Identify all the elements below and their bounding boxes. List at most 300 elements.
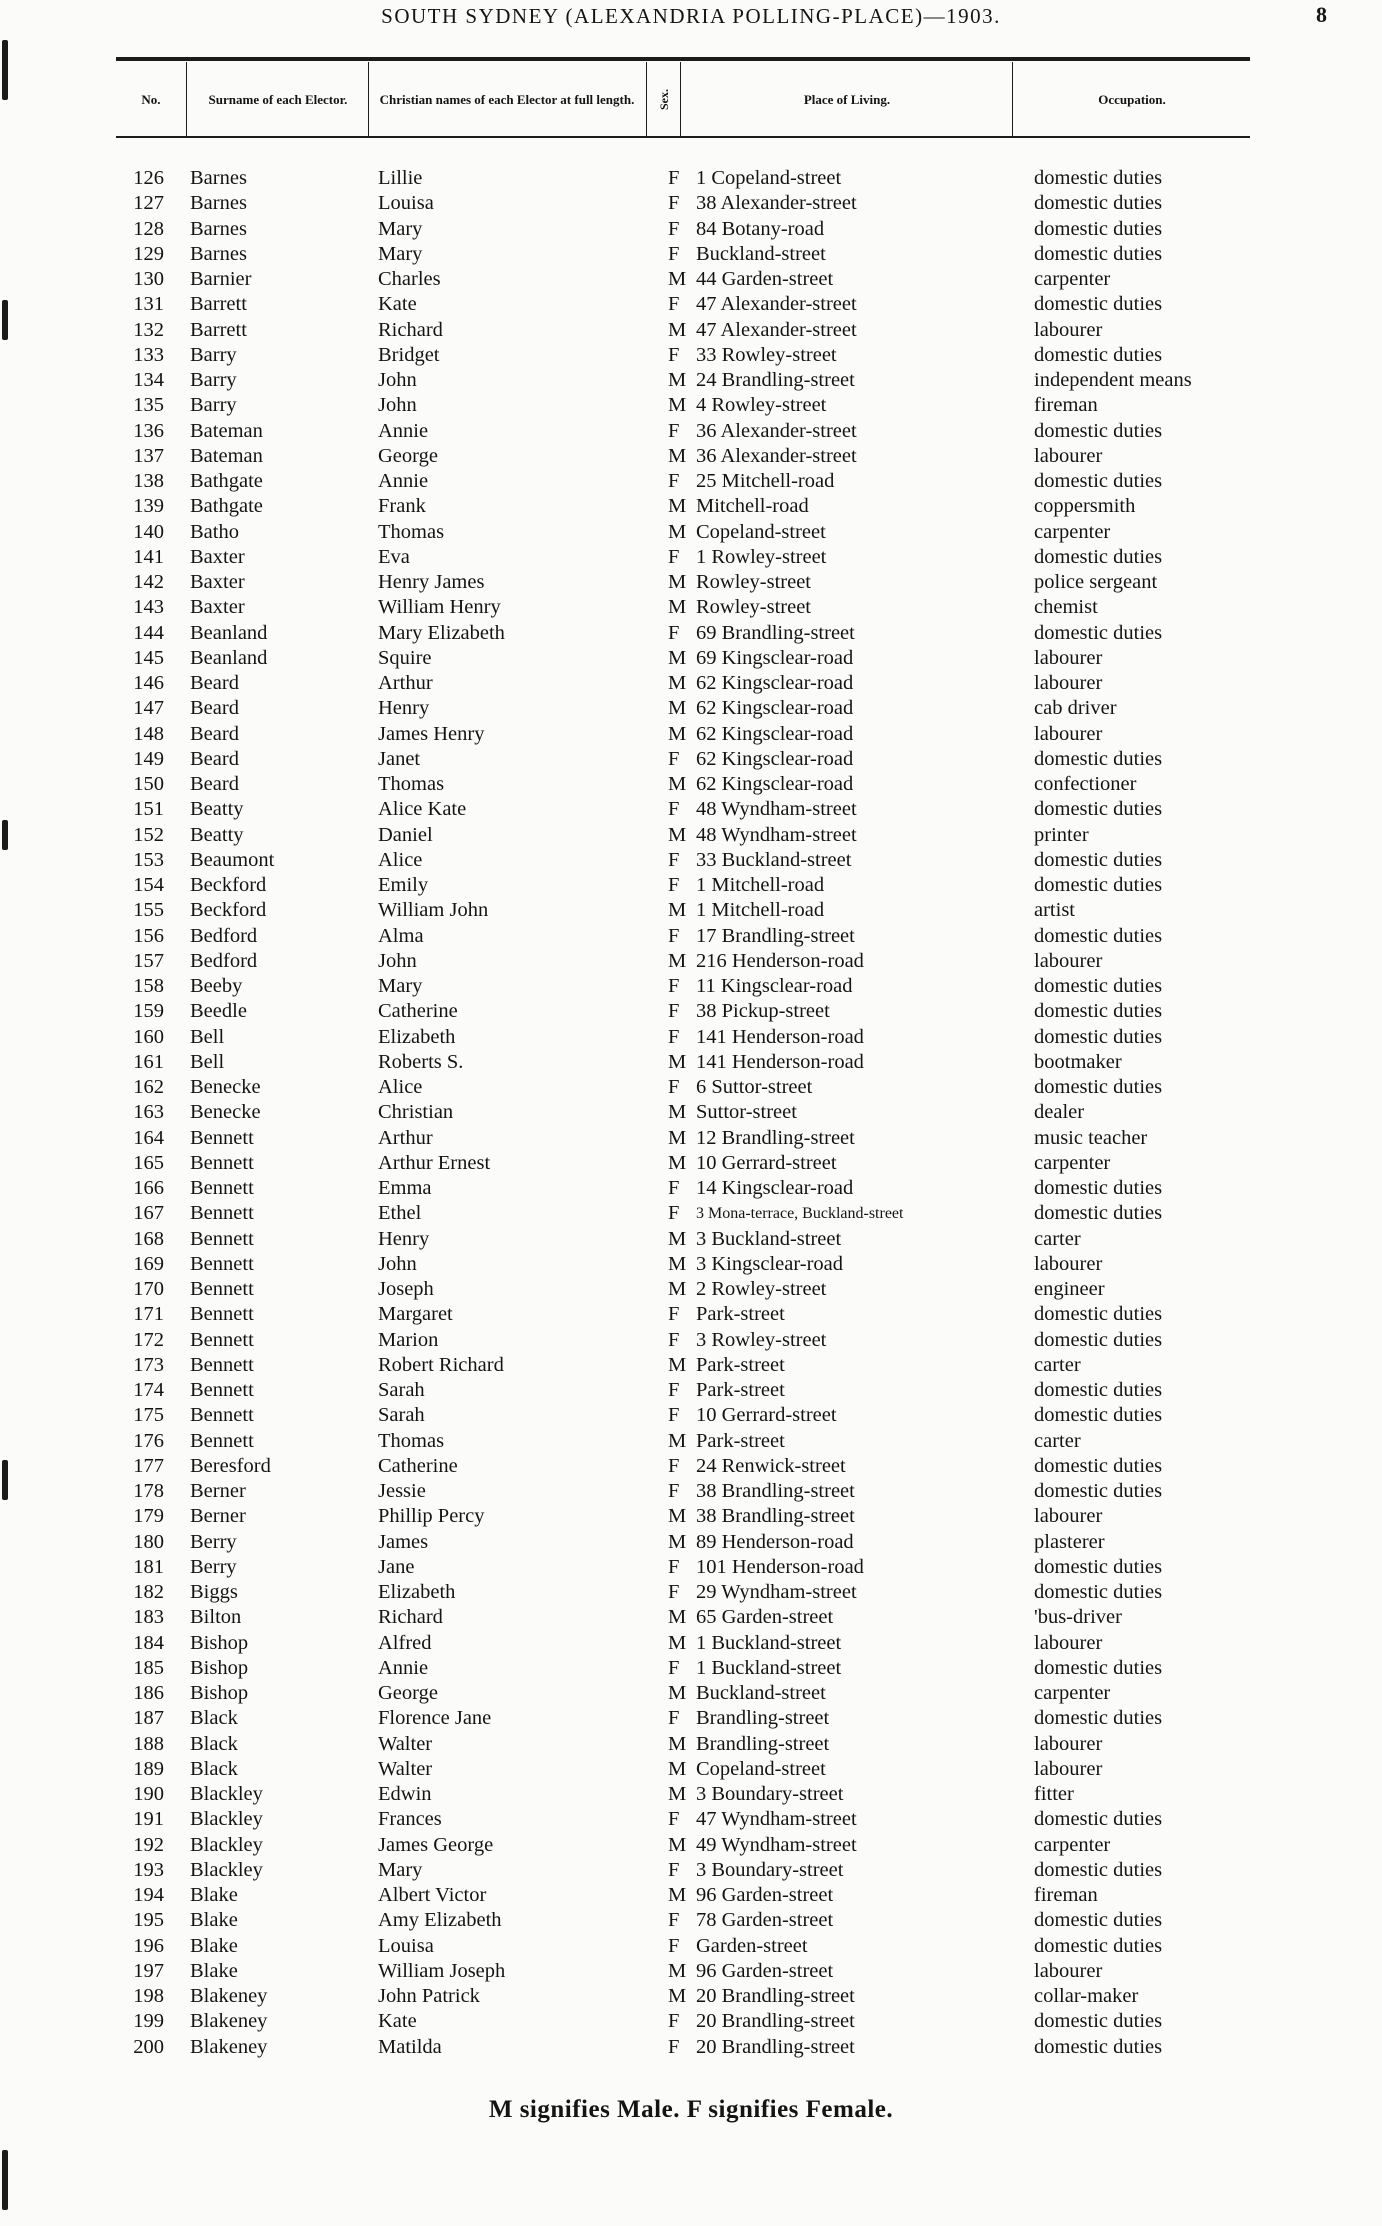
elector-sex: F bbox=[668, 1656, 680, 1679]
elector-place-of-living: 1 Mitchell-road bbox=[696, 874, 825, 896]
elector-place-of-living: 1 Buckland-street bbox=[696, 1631, 842, 1654]
elector-christian-names: Thomas bbox=[378, 773, 445, 795]
elector-occupation: dealer bbox=[1034, 1101, 1085, 1124]
elector-place-of-living: Buckland-street bbox=[696, 1682, 826, 1704]
elector-surname: Beaumont bbox=[190, 848, 275, 871]
elector-surname: Berry bbox=[190, 1555, 237, 1578]
elector-sex: M bbox=[668, 1959, 687, 1982]
elector-row bbox=[0, 267, 1382, 292]
elector-place-of-living: 12 Brandling-street bbox=[696, 1126, 855, 1149]
elector-surname: Bateman bbox=[190, 419, 263, 442]
elector-occupation: confectioner bbox=[1034, 773, 1137, 795]
elector-row bbox=[0, 848, 1382, 873]
elector-number: 147 bbox=[133, 697, 164, 720]
page-number: 8 bbox=[1316, 2, 1327, 27]
elector-number: 195 bbox=[133, 1909, 164, 1932]
elector-row bbox=[0, 1479, 1382, 1504]
elector-place-of-living: Park-street bbox=[696, 1353, 785, 1376]
elector-christian-names: Robert Richard bbox=[378, 1353, 504, 1376]
elector-row bbox=[0, 924, 1382, 949]
elector-number: 134 bbox=[133, 369, 164, 391]
elector-number: 151 bbox=[133, 798, 164, 821]
elector-surname: Bennett bbox=[190, 1429, 254, 1452]
elector-christian-names: Bridget bbox=[378, 343, 440, 366]
elector-row bbox=[0, 696, 1382, 721]
elector-number: 186 bbox=[133, 1682, 164, 1704]
column-header-no: No. bbox=[141, 91, 161, 107]
elector-sex: M bbox=[668, 949, 687, 972]
elector-occupation: labourer bbox=[1034, 646, 1103, 669]
elector-christian-names: Margaret bbox=[378, 1303, 453, 1326]
elector-place-of-living: 29 Wyndham-street bbox=[696, 1581, 857, 1603]
elector-row bbox=[0, 292, 1382, 317]
elector-place-of-living: 20 Brandling-street bbox=[696, 1985, 855, 2007]
elector-christian-names: Jessie bbox=[378, 1480, 426, 1502]
elector-place-of-living: 62 Kingsclear-road bbox=[696, 697, 854, 720]
elector-christian-names: John Patrick bbox=[378, 1985, 480, 2007]
elector-sex: M bbox=[668, 1252, 687, 1275]
elector-surname: Batho bbox=[190, 520, 239, 543]
elector-place-of-living: 3 Boundary-street bbox=[696, 1858, 844, 1881]
elector-number: 194 bbox=[133, 1884, 164, 1906]
elector-row bbox=[0, 823, 1382, 848]
elector-row bbox=[0, 1732, 1382, 1757]
elector-row bbox=[0, 318, 1382, 343]
elector-place-of-living: Park-street bbox=[696, 1429, 785, 1452]
elector-place-of-living: 11 Kingsclear-road bbox=[696, 975, 853, 997]
elector-row bbox=[0, 393, 1382, 418]
elector-surname: Benecke bbox=[190, 1101, 261, 1124]
elector-christian-names: Kate bbox=[378, 2010, 417, 2033]
elector-christian-names: Elizabeth bbox=[378, 1025, 456, 1048]
elector-occupation: domestic duties bbox=[1034, 1076, 1163, 1098]
elector-place-of-living: Rowley-street bbox=[696, 571, 811, 593]
elector-number: 150 bbox=[133, 773, 164, 795]
elector-surname: Bathgate bbox=[190, 495, 263, 518]
elector-surname: Bennett bbox=[190, 1252, 254, 1275]
elector-row bbox=[0, 419, 1382, 444]
elector-occupation: domestic duties bbox=[1034, 192, 1163, 215]
elector-sex: M bbox=[668, 268, 687, 290]
column-header-place-of-living: Place of Living. bbox=[803, 91, 891, 107]
elector-surname: Bennett bbox=[190, 1151, 254, 1174]
elector-surname: Blackley bbox=[190, 1808, 263, 1831]
elector-surname: Beard bbox=[190, 747, 239, 770]
elector-number: 182 bbox=[133, 1581, 164, 1603]
elector-row bbox=[0, 1833, 1382, 1858]
elector-surname: Bathgate bbox=[190, 470, 263, 492]
elector-occupation: domestic duties bbox=[1034, 242, 1163, 265]
elector-number: 131 bbox=[133, 293, 164, 316]
elector-christian-names: Daniel bbox=[378, 823, 433, 846]
elector-occupation: cab driver bbox=[1034, 697, 1117, 720]
elector-christian-names: Walter bbox=[378, 1732, 433, 1755]
elector-row bbox=[0, 1227, 1382, 1252]
elector-number: 159 bbox=[133, 1000, 164, 1023]
elector-place-of-living: 47 Alexander-street bbox=[696, 318, 857, 341]
elector-surname: Bennett bbox=[190, 1202, 254, 1225]
elector-place-of-living: Mitchell-road bbox=[696, 495, 809, 518]
elector-surname: Barnes bbox=[190, 217, 247, 240]
elector-surname: Barnes bbox=[190, 242, 247, 265]
elector-sex: M bbox=[668, 444, 687, 467]
elector-occupation: domestic duties bbox=[1034, 1909, 1163, 1932]
elector-christian-names: Thomas bbox=[378, 1429, 445, 1452]
elector-row bbox=[0, 1353, 1382, 1378]
elector-sex: M bbox=[668, 1732, 687, 1755]
elector-sex: F bbox=[668, 1404, 680, 1427]
elector-number: 130 bbox=[133, 268, 164, 290]
elector-place-of-living: 25 Mitchell-road bbox=[696, 470, 835, 492]
elector-occupation: domestic duties bbox=[1034, 1025, 1163, 1048]
elector-sex: F bbox=[668, 419, 680, 442]
elector-surname: Bell bbox=[190, 1025, 225, 1048]
elector-number: 164 bbox=[133, 1126, 164, 1149]
elector-row bbox=[0, 1151, 1382, 1176]
elector-place-of-living: 69 Kingsclear-road bbox=[696, 646, 854, 669]
elector-place-of-living: 49 Wyndham-street bbox=[696, 1833, 857, 1856]
elector-row bbox=[0, 1656, 1382, 1681]
elector-place-of-living: 36 Alexander-street bbox=[696, 444, 857, 467]
elector-row bbox=[0, 2009, 1382, 2034]
elector-christian-names: Henry bbox=[378, 697, 430, 720]
elector-occupation: domestic duties bbox=[1034, 1177, 1163, 1199]
elector-surname: Beresford bbox=[190, 1454, 271, 1477]
elector-number: 144 bbox=[133, 621, 164, 644]
elector-christian-names: Joseph bbox=[378, 1278, 434, 1300]
elector-christian-names: Janet bbox=[378, 747, 421, 770]
elector-surname: Black bbox=[190, 1732, 238, 1755]
elector-sex: F bbox=[668, 874, 680, 896]
elector-place-of-living: 33 Buckland-street bbox=[696, 848, 852, 871]
elector-row bbox=[0, 1605, 1382, 1630]
column-divider bbox=[186, 62, 187, 136]
elector-christian-names: Mary bbox=[378, 1858, 423, 1881]
elector-christian-names: John bbox=[378, 394, 417, 417]
elector-number: 169 bbox=[133, 1252, 164, 1275]
elector-christian-names: Catherine bbox=[378, 1000, 458, 1023]
elector-christian-names: James bbox=[378, 1530, 429, 1553]
elector-christian-names: Annie bbox=[378, 419, 429, 442]
elector-number: 140 bbox=[133, 520, 164, 543]
elector-number: 167 bbox=[133, 1202, 164, 1225]
elector-place-of-living: 62 Kingsclear-road bbox=[696, 747, 854, 770]
elector-surname: Barnier bbox=[190, 268, 252, 290]
elector-christian-names: John bbox=[378, 1252, 417, 1275]
elector-occupation: domestic duties bbox=[1034, 1404, 1163, 1427]
elector-sex: F bbox=[668, 1454, 680, 1477]
elector-place-of-living: Suttor-street bbox=[696, 1101, 797, 1124]
elector-row bbox=[0, 1908, 1382, 1933]
elector-row bbox=[0, 1504, 1382, 1529]
elector-place-of-living: 4 Rowley-street bbox=[696, 394, 827, 417]
elector-place-of-living: 24 Renwick-street bbox=[696, 1454, 846, 1477]
elector-christian-names: Mary Elizabeth bbox=[378, 621, 505, 644]
elector-number: 142 bbox=[133, 571, 164, 593]
elector-sex: F bbox=[668, 1555, 680, 1578]
elector-sex: M bbox=[668, 697, 687, 720]
elector-number: 173 bbox=[133, 1353, 164, 1376]
elector-number: 158 bbox=[133, 975, 164, 997]
elector-number: 197 bbox=[133, 1959, 164, 1982]
elector-row bbox=[0, 1681, 1382, 1706]
elector-row bbox=[0, 469, 1382, 494]
elector-christian-names: Alfred bbox=[378, 1631, 432, 1654]
elector-place-of-living: 3 Kingsclear-road bbox=[696, 1252, 844, 1275]
elector-row bbox=[0, 1782, 1382, 1807]
elector-occupation: labourer bbox=[1034, 1959, 1103, 1982]
elector-occupation: labourer bbox=[1034, 949, 1103, 972]
elector-surname: Bennett bbox=[190, 1278, 254, 1300]
elector-place-of-living: 1 Rowley-street bbox=[696, 545, 827, 568]
elector-number: 193 bbox=[133, 1858, 164, 1881]
elector-number: 191 bbox=[133, 1808, 164, 1831]
elector-sex: F bbox=[668, 798, 680, 821]
elector-place-of-living: 3 Buckland-street bbox=[696, 1227, 842, 1250]
elector-place-of-living: 44 Garden-street bbox=[696, 268, 834, 290]
elector-surname: Beatty bbox=[190, 823, 244, 846]
elector-place-of-living: 101 Henderson-road bbox=[696, 1555, 864, 1578]
elector-christian-names: Charles bbox=[378, 268, 441, 290]
elector-surname: Bennett bbox=[190, 1177, 254, 1199]
elector-christian-names: Florence Jane bbox=[378, 1707, 492, 1730]
elector-place-of-living: 216 Henderson-road bbox=[696, 949, 864, 972]
elector-sex: M bbox=[668, 596, 687, 619]
elector-occupation: carpenter bbox=[1034, 1682, 1111, 1704]
elector-christian-names: William Henry bbox=[378, 596, 501, 619]
elector-number: 166 bbox=[133, 1177, 164, 1199]
elector-surname: Beard bbox=[190, 722, 239, 745]
elector-christian-names: Eva bbox=[378, 545, 410, 568]
elector-surname: Blackley bbox=[190, 1833, 263, 1856]
column-divider bbox=[680, 62, 681, 136]
elector-row bbox=[0, 898, 1382, 923]
elector-row bbox=[0, 1277, 1382, 1302]
elector-christian-names: James Henry bbox=[378, 722, 485, 745]
elector-place-of-living: 78 Garden-street bbox=[696, 1909, 834, 1932]
elector-number: 155 bbox=[133, 899, 164, 922]
elector-number: 189 bbox=[133, 1757, 164, 1780]
column-divider bbox=[1012, 62, 1013, 136]
elector-place-of-living: 1 Mitchell-road bbox=[696, 899, 825, 922]
elector-number: 184 bbox=[133, 1631, 164, 1654]
elector-number: 160 bbox=[133, 1025, 164, 1048]
elector-row bbox=[0, 1580, 1382, 1605]
elector-place-of-living: 20 Brandling-street bbox=[696, 2010, 855, 2033]
elector-christian-names: James George bbox=[378, 1833, 494, 1856]
elector-occupation: domestic duties bbox=[1034, 1581, 1163, 1603]
elector-place-of-living: 36 Alexander-street bbox=[696, 419, 857, 442]
elector-occupation: domestic duties bbox=[1034, 621, 1163, 644]
elector-surname: Blakeney bbox=[190, 1985, 268, 2007]
elector-christian-names: William John bbox=[378, 899, 489, 922]
elector-christian-names: Emily bbox=[378, 874, 429, 896]
elector-sex: M bbox=[668, 899, 687, 922]
sex-key-footnote: M signifies Male. F signifies Female. bbox=[488, 2096, 894, 2123]
elector-christian-names: Arthur bbox=[378, 672, 433, 694]
elector-christian-names: Lillie bbox=[378, 167, 423, 189]
column-divider bbox=[368, 62, 369, 136]
elector-occupation: labourer bbox=[1034, 444, 1103, 467]
elector-occupation: fireman bbox=[1034, 394, 1098, 417]
elector-sex: F bbox=[668, 242, 680, 265]
elector-row bbox=[0, 772, 1382, 797]
elector-surname: Blakeney bbox=[190, 2035, 268, 2058]
elector-place-of-living: Buckland-street bbox=[696, 242, 826, 265]
elector-surname: Bilton bbox=[190, 1606, 242, 1629]
elector-number: 145 bbox=[133, 646, 164, 669]
elector-occupation: plasterer bbox=[1034, 1530, 1105, 1553]
elector-christian-names: Annie bbox=[378, 470, 429, 492]
elector-surname: Bell bbox=[190, 1050, 225, 1073]
elector-christian-names: Henry James bbox=[378, 571, 485, 593]
elector-occupation: domestic duties bbox=[1034, 1454, 1163, 1477]
elector-christian-names: Squire bbox=[378, 646, 432, 669]
elector-surname: Blake bbox=[190, 1884, 238, 1906]
elector-row bbox=[0, 747, 1382, 772]
elector-christian-names: Louisa bbox=[378, 192, 434, 215]
elector-number: 196 bbox=[133, 1934, 164, 1957]
elector-number: 190 bbox=[133, 1783, 164, 1805]
elector-number: 175 bbox=[133, 1404, 164, 1427]
elector-row bbox=[0, 242, 1382, 267]
elector-occupation: domestic duties bbox=[1034, 1480, 1163, 1502]
elector-sex: M bbox=[668, 1606, 687, 1629]
elector-place-of-living: 20 Brandling-street bbox=[696, 2035, 855, 2058]
elector-sex: M bbox=[668, 1429, 687, 1452]
elector-number: 172 bbox=[133, 1328, 164, 1351]
elector-sex: M bbox=[668, 1530, 687, 1553]
elector-number: 138 bbox=[133, 470, 164, 492]
elector-surname: Bennett bbox=[190, 1404, 254, 1427]
elector-christian-names: Frances bbox=[378, 1808, 442, 1831]
elector-occupation: engineer bbox=[1034, 1278, 1105, 1300]
elector-number: 178 bbox=[133, 1480, 164, 1502]
elector-number: 129 bbox=[133, 242, 164, 265]
elector-surname: Blake bbox=[190, 1934, 238, 1957]
elector-row bbox=[0, 1025, 1382, 1050]
elector-place-of-living: 33 Rowley-street bbox=[696, 343, 837, 366]
elector-surname: Berry bbox=[190, 1530, 237, 1553]
elector-christian-names: Thomas bbox=[378, 520, 445, 543]
elector-row bbox=[0, 1984, 1382, 2009]
elector-number: 171 bbox=[133, 1303, 164, 1326]
elector-sex: M bbox=[668, 1884, 687, 1906]
elector-sex: F bbox=[668, 621, 680, 644]
elector-sex: F bbox=[668, 1480, 680, 1502]
elector-christian-names: Mary bbox=[378, 242, 423, 265]
elector-row bbox=[0, 949, 1382, 974]
elector-number: 132 bbox=[133, 318, 164, 341]
elector-sex: F bbox=[668, 167, 680, 189]
elector-row bbox=[0, 999, 1382, 1024]
elector-sex: M bbox=[668, 1505, 687, 1528]
elector-christian-names: Frank bbox=[378, 495, 426, 518]
elector-sex: M bbox=[668, 571, 687, 593]
elector-number: 177 bbox=[133, 1454, 164, 1477]
elector-place-of-living: Park-street bbox=[696, 1303, 785, 1326]
elector-christian-names: Catherine bbox=[378, 1454, 458, 1477]
elector-occupation: domestic duties bbox=[1034, 975, 1163, 997]
elector-sex: M bbox=[668, 520, 687, 543]
elector-christian-names: Phillip Percy bbox=[378, 1505, 485, 1528]
elector-row bbox=[0, 1328, 1382, 1353]
elector-number: 174 bbox=[133, 1379, 164, 1401]
elector-surname: Blackley bbox=[190, 1858, 263, 1881]
elector-occupation: domestic duties bbox=[1034, 217, 1163, 240]
elector-row bbox=[0, 1454, 1382, 1479]
elector-place-of-living: 6 Suttor-street bbox=[696, 1076, 813, 1098]
elector-row bbox=[0, 1176, 1382, 1201]
elector-row bbox=[0, 1429, 1382, 1454]
elector-number: 170 bbox=[133, 1278, 164, 1300]
elector-number: 128 bbox=[133, 217, 164, 240]
column-header-occupation: Occupation. bbox=[1098, 91, 1166, 107]
elector-christian-names: Alma bbox=[378, 924, 424, 947]
elector-place-of-living: 2 Rowley-street bbox=[696, 1278, 827, 1300]
elector-surname: Bennett bbox=[190, 1227, 254, 1250]
elector-sex: F bbox=[668, 1808, 680, 1831]
elector-place-of-living: 141 Henderson-road bbox=[696, 1025, 864, 1048]
elector-occupation: labourer bbox=[1034, 1631, 1103, 1654]
elector-surname: Black bbox=[190, 1757, 238, 1780]
elector-row bbox=[0, 2035, 1382, 2060]
header-rule-top bbox=[116, 57, 1250, 61]
elector-number: 162 bbox=[133, 1076, 164, 1098]
elector-sex: F bbox=[668, 2035, 680, 2058]
elector-occupation: domestic duties bbox=[1034, 545, 1163, 568]
elector-occupation: domestic duties bbox=[1034, 848, 1163, 871]
elector-number: 163 bbox=[133, 1101, 164, 1124]
elector-occupation: artist bbox=[1034, 899, 1075, 922]
elector-row bbox=[0, 1883, 1382, 1908]
elector-christian-names: Christian bbox=[378, 1101, 454, 1124]
elector-place-of-living: 3 Boundary-street bbox=[696, 1783, 844, 1805]
elector-occupation: domestic duties bbox=[1034, 1379, 1163, 1401]
column-divider bbox=[646, 62, 647, 136]
elector-surname: Bateman bbox=[190, 444, 263, 467]
elector-place-of-living: Copeland-street bbox=[696, 1757, 826, 1780]
elector-row bbox=[0, 166, 1382, 191]
elector-number: 149 bbox=[133, 747, 164, 770]
elector-occupation: music teacher bbox=[1034, 1126, 1148, 1149]
elector-sex: F bbox=[668, 1076, 680, 1098]
elector-row bbox=[0, 217, 1382, 242]
elector-christian-names: Amy Elizabeth bbox=[378, 1909, 502, 1932]
elector-row bbox=[0, 191, 1382, 216]
elector-place-of-living: 96 Garden-street bbox=[696, 1884, 834, 1906]
elector-sex: F bbox=[668, 1202, 680, 1225]
elector-row bbox=[0, 1126, 1382, 1151]
elector-occupation: domestic duties bbox=[1034, 1202, 1163, 1225]
elector-place-of-living: 62 Kingsclear-road bbox=[696, 773, 854, 795]
elector-place-of-living: Brandling-street bbox=[696, 1732, 830, 1755]
elector-sex: F bbox=[668, 848, 680, 871]
elector-surname: Beedle bbox=[190, 1000, 247, 1023]
elector-number: 180 bbox=[133, 1530, 164, 1553]
elector-row bbox=[0, 621, 1382, 646]
elector-row bbox=[0, 343, 1382, 368]
elector-sex: F bbox=[668, 293, 680, 316]
elector-christian-names: Emma bbox=[378, 1177, 432, 1199]
elector-sex: F bbox=[668, 1379, 680, 1401]
elector-christian-names: Sarah bbox=[378, 1379, 425, 1401]
elector-sex: M bbox=[668, 722, 687, 745]
elector-surname: Barrett bbox=[190, 318, 247, 341]
elector-sex: F bbox=[668, 1581, 680, 1603]
elector-occupation: domestic duties bbox=[1034, 293, 1163, 316]
elector-row bbox=[0, 520, 1382, 545]
